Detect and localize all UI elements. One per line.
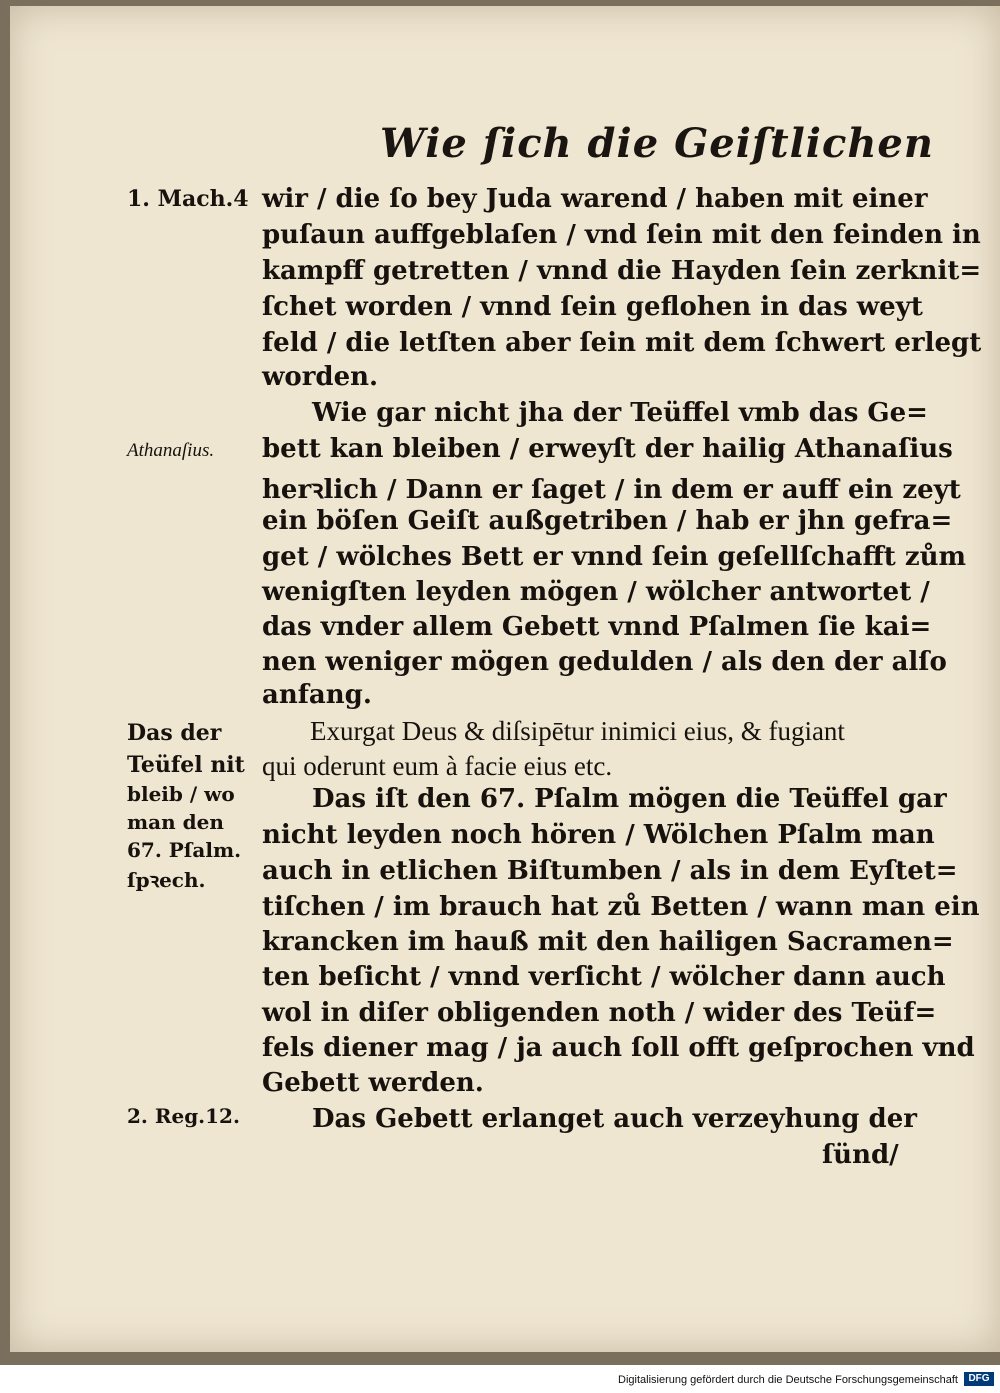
body-line: get / wölches Bett er vnnd ſein geſellſchafft zům (262, 542, 967, 572)
body-line-latin: Exurgat Deus & diſsipētur inimici eius, & fugiant (310, 716, 845, 746)
body-line: herꝛlich / Dann er ſaget / in dem er auff ein zeyt (262, 475, 961, 505)
body-line-latin: qui oderunt eum à facie eius etc. (262, 751, 613, 781)
body-line: bett kan bleiben / erweyſt der hailig Athanaſius (262, 434, 953, 464)
footer-credit: Digitalisierung gefördert durch die Deutsche Forschungsgemeinschaft (618, 1374, 958, 1386)
body-line: tiſchen / im brauch hat zů Betten / wann man ein (262, 892, 980, 922)
body-line: Das iſt den 67. Pſalm mögen die Teüffel gar (312, 784, 947, 814)
body-line: puſaun auffgeblaſen / vnd ſein mit den feinden in (262, 220, 981, 250)
margin-note-reference: 1. Mach.4 (127, 186, 249, 212)
margin-note-reference: Athanaſius. (127, 440, 215, 461)
body-line: anfang. (262, 680, 372, 710)
margin-note: man den (127, 810, 224, 834)
dfg-logo: DFG (964, 1372, 994, 1386)
body-line: auch in etlichen Biſtumben / als in dem Eyſtet= (262, 856, 958, 886)
body-line: wol in diſer obligenden noth / wider des Teüf= (262, 998, 937, 1028)
body-line: ſchet worden / vnnd ſein geflohen in das weyt (262, 292, 923, 322)
body-line: feld / die letſten aber ſein mit dem ſchwert erlegt (262, 328, 982, 358)
body-line: Gebett werden. (262, 1068, 484, 1098)
margin-note: Das der (127, 720, 222, 746)
body-line: Wie gar nicht jha der Teüffel vmb das Ge= (312, 398, 928, 428)
body-line: worden. (262, 362, 379, 392)
body-line: nen weniger mögen gedulden / als den der alſo (262, 647, 947, 677)
margin-note: ſpꝛech. (127, 868, 206, 892)
page-header-title: Wie ſich die Geiſtlichen (380, 120, 934, 167)
body-line: nicht leyden noch hören / Wölchen Pſalm man (262, 820, 935, 850)
body-line: wenigſten leyden mögen / wölcher antwortet / (262, 577, 930, 607)
body-line: Das Gebett erlanget auch verzeyhung der (312, 1104, 917, 1134)
body-line: ein böſen Geiſt außgetriben / hab er jhn gefra= (262, 506, 953, 536)
catchword: ſünd/ (822, 1140, 899, 1170)
body-line: ten beſicht / vnnd verſicht / wölcher dann auch (262, 962, 946, 992)
body-line: krancken im hauß mit den hailigen Sacramen= (262, 927, 954, 957)
margin-note: 67. Pſalm. (127, 838, 242, 862)
body-line: kampff getretten / vnnd die Hayden ſein zerknit= (262, 256, 982, 286)
body-line: wir / die ſo bey Juda warend / haben mit einer (262, 184, 928, 214)
margin-note: Teüfel nit (127, 752, 245, 778)
margin-note-reference: 2. Reg.12. (127, 1104, 240, 1128)
body-line: fels diener mag / ja auch ſoll offt geſprochen vnd (262, 1033, 975, 1063)
body-line: das vnder allem Gebett vnnd Pſalmen ſie kai= (262, 612, 932, 642)
margin-note: bleib / wo (127, 782, 235, 806)
